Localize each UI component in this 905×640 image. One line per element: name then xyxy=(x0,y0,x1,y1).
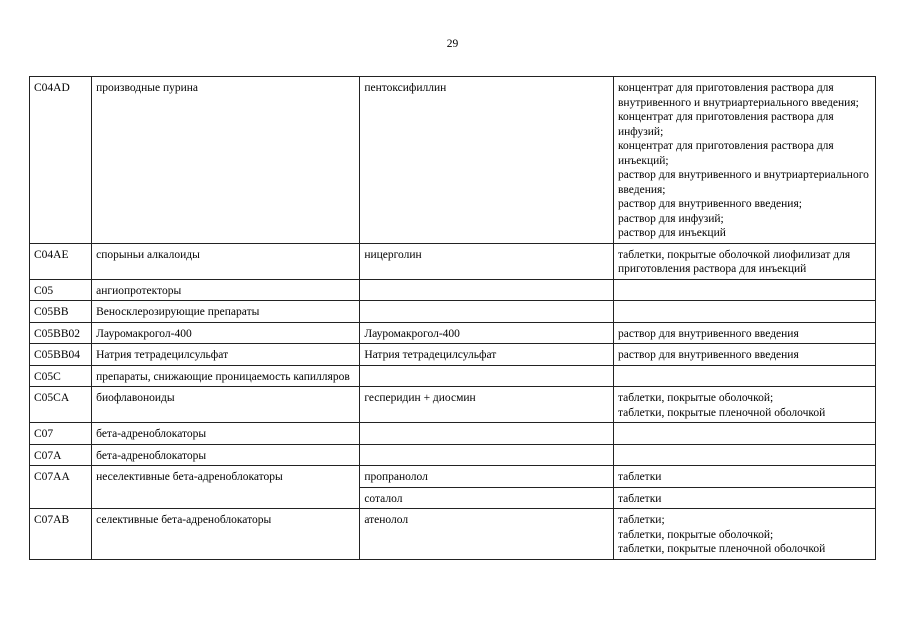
dosage-form-cell xyxy=(614,344,876,366)
dosage-form-cell xyxy=(614,322,876,344)
dosage-form-cell xyxy=(614,301,876,323)
inn-cell xyxy=(360,444,614,466)
inn-cell: Натрия тетрадецилсульфат xyxy=(360,344,614,366)
group-name-cell: Натрия тетрадецилсульфат xyxy=(92,344,360,366)
table-row xyxy=(30,466,876,488)
table-row xyxy=(30,365,876,387)
inn-cell: Лауромакрогол-400 xyxy=(360,322,614,344)
inn-cell: соталол xyxy=(360,487,614,509)
atc-code-cell: C05 xyxy=(30,279,92,301)
dosage-form-cell xyxy=(614,444,876,466)
dosage-form-line: раствор для внутривенного и внутриартериального введения; xyxy=(618,169,869,196)
dosage-form-cell xyxy=(614,365,876,387)
dosage-form-line: раствор для инъекций xyxy=(618,227,726,239)
atc-code-cell: C07AB xyxy=(30,509,92,560)
drug-classification-table xyxy=(29,76,876,560)
group-name-cell: ангиопротекторы xyxy=(92,279,360,301)
dosage-form-line: таблетки xyxy=(618,492,662,505)
dosage-form-cell xyxy=(614,279,876,301)
atc-code-cell: C05BB xyxy=(30,301,92,323)
table-row xyxy=(30,243,876,279)
group-name-cell: спорыньи алкалоиды xyxy=(92,243,360,279)
table-row xyxy=(30,387,876,423)
dosage-form-line: таблетки; xyxy=(618,514,665,526)
table-row xyxy=(30,444,876,466)
page-number: 29 xyxy=(446,38,459,50)
atc-code-cell: C04AE xyxy=(30,243,92,279)
group-name-cell: биофлавоноиды xyxy=(92,387,360,423)
inn-cell: пропранолол xyxy=(360,466,614,488)
dosage-form-line: таблетки, покрытые оболочкой лиофилизат для приготовления раствора для инъекций xyxy=(618,248,851,275)
atc-code-cell: C04AD xyxy=(30,77,92,244)
table-row xyxy=(30,279,876,301)
inn-cell: гесперидин + диосмин xyxy=(360,387,614,423)
dosage-form-cell xyxy=(614,466,876,488)
group-name-cell: неселективные бета-адреноблокаторы xyxy=(92,466,360,509)
table-body xyxy=(30,77,876,560)
atc-code-cell: C07 xyxy=(30,423,92,445)
group-name-cell: препараты, снижающие проницаемость капилляров xyxy=(92,365,360,387)
inn-cell xyxy=(360,279,614,301)
dosage-form-cell xyxy=(614,387,876,423)
inn-cell: атенолол xyxy=(360,509,614,560)
dosage-form-line: концентрат для приготовления раствора для инфузий; xyxy=(618,111,834,138)
inn-cell: ницерголин xyxy=(360,243,614,279)
table-row xyxy=(30,509,876,560)
group-name-cell: производные пурина xyxy=(92,77,360,244)
atc-code-cell: C05C xyxy=(30,365,92,387)
table-row xyxy=(30,344,876,366)
inn-cell: пентоксифиллин xyxy=(360,77,614,244)
inn-cell xyxy=(360,301,614,323)
group-name-cell: бета-адреноблокаторы xyxy=(92,423,360,445)
table-row xyxy=(30,423,876,445)
dosage-form-line: раствор для внутривенного введения; xyxy=(618,198,802,210)
dosage-form-line: раствор для внутривенного введения xyxy=(618,327,799,340)
atc-code-cell: C05CA xyxy=(30,387,92,423)
dosage-form-cell xyxy=(614,487,876,509)
table-row xyxy=(30,301,876,323)
table-row xyxy=(30,77,876,244)
inn-cell xyxy=(360,365,614,387)
atc-code-cell: C05BB04 xyxy=(30,344,92,366)
dosage-form-line: концентрат для приготовления раствора для внутривенного и внутриартериального введения; xyxy=(618,82,859,109)
group-name-cell: селективные бета-адреноблокаторы xyxy=(92,509,360,560)
dosage-form-line: таблетки, покрытые пленочной оболочкой xyxy=(618,543,826,555)
dosage-form-line: таблетки, покрытые оболочкой; xyxy=(618,528,774,541)
atc-code-cell: C05BB02 xyxy=(30,322,92,344)
group-name-cell: Веносклерозирующие препараты xyxy=(92,301,360,323)
dosage-form-line: раствор для инфузий; xyxy=(618,212,724,225)
dosage-form-line: таблетки xyxy=(618,471,662,483)
atc-code-cell: C07AA xyxy=(30,466,92,509)
dosage-form-line: таблетки, покрытые пленочной оболочкой xyxy=(618,406,826,419)
inn-cell xyxy=(360,423,614,445)
atc-code-cell: C07A xyxy=(30,444,92,466)
group-name-cell: бета-адреноблокаторы xyxy=(92,444,360,466)
dosage-form-cell xyxy=(614,243,876,279)
dosage-form-line: таблетки, покрытые оболочкой; xyxy=(618,392,774,404)
dosage-form-cell xyxy=(614,509,876,560)
dosage-form-cell xyxy=(614,77,876,244)
dosage-form-cell xyxy=(614,423,876,445)
table-row xyxy=(30,322,876,344)
group-name-cell: Лауромакрогол-400 xyxy=(92,322,360,344)
dosage-form-line: раствор для внутривенного введения xyxy=(618,349,799,361)
dosage-form-line: концентрат для приготовления раствора для инъекций; xyxy=(618,140,834,167)
